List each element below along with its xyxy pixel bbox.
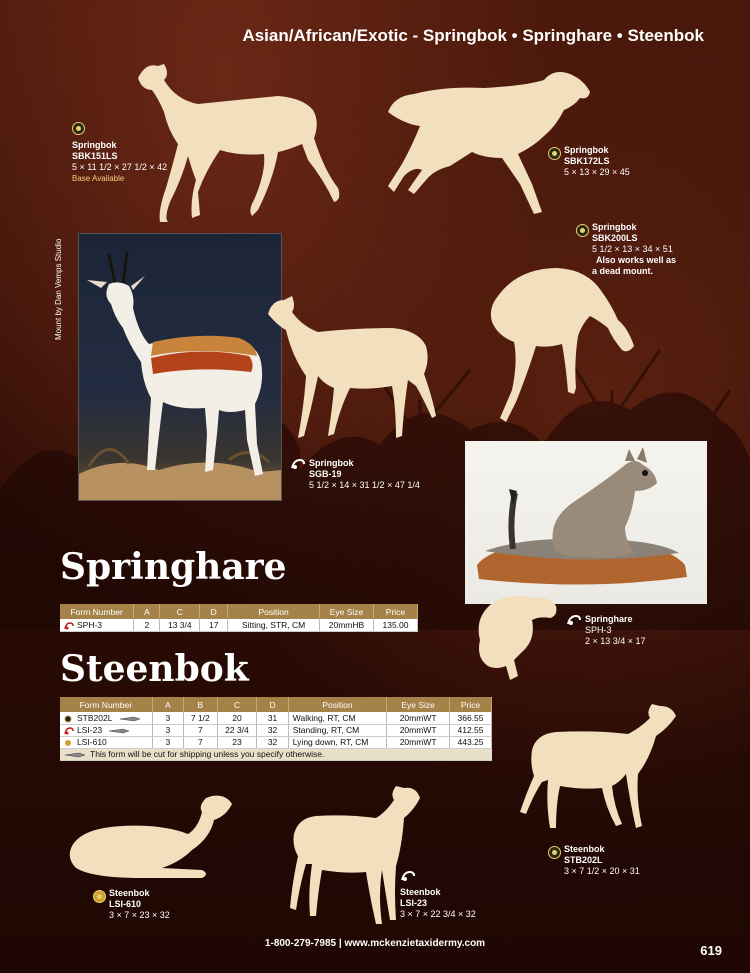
cell-form-number [60, 712, 152, 724]
springbok-sbk172ls-form [384, 66, 596, 216]
cell: 7 [184, 724, 218, 736]
label-note: Also works well as [596, 255, 677, 265]
knife-cut-icon [64, 752, 86, 758]
cell-form-number [60, 619, 134, 631]
springhare-sph3-form [470, 590, 560, 682]
cell: 32 [257, 724, 288, 736]
label-name: Steenbok [400, 887, 441, 897]
col-header: Position [288, 697, 386, 712]
cell-form-number [60, 724, 152, 736]
steenbok-spec-table [60, 697, 492, 761]
label-sgb19 [290, 458, 420, 491]
springbok-mount-photo [78, 233, 282, 501]
gold-form-badge-icon [576, 224, 589, 237]
cell: Standing, RT, CM [288, 724, 386, 736]
col-header: Price [450, 697, 492, 712]
footer-separator: | [336, 938, 345, 949]
gold-form-badge-icon [548, 147, 561, 160]
col-header: A [152, 697, 183, 712]
hand-sculpt-icon [566, 614, 582, 626]
label-code: SBK200LS [592, 233, 638, 243]
label-dims: 5 1/2 × 13 × 34 × 51 [592, 244, 673, 254]
label-code: SBK172LS [564, 156, 610, 166]
cell: 20mmWT [387, 712, 450, 724]
label-note: Base Available [72, 174, 125, 183]
label-sbk151ls [72, 122, 167, 184]
website-link[interactable]: www.mckenzietaxidermy.com [344, 938, 486, 949]
cell-text: LSI-23 [77, 725, 103, 735]
page-number: 619 [700, 943, 722, 958]
label-dims: 5 1/2 × 14 × 31 1/2 × 47 1/4 [309, 480, 420, 490]
label-name: Springbok [592, 222, 637, 232]
table-row [60, 619, 418, 631]
springhare-spec-table [60, 604, 418, 632]
label-dims: 2 × 13 3/4 × 17 [585, 636, 646, 646]
cell: 20 [217, 712, 257, 724]
gold-form-badge-icon [72, 122, 85, 135]
label-sbk172ls [548, 145, 630, 178]
gold-form-badge-icon [64, 715, 74, 723]
cell: 366.55 [450, 712, 492, 724]
cell: 20mmHB [320, 619, 374, 631]
label-lsi610 [93, 888, 170, 921]
cell: 2 [134, 619, 160, 631]
label-dims: 3 × 7 1/2 × 20 × 31 [564, 866, 640, 876]
hand-sculpt-icon [64, 727, 74, 735]
col-header: Form Number [60, 697, 152, 712]
phone-number: 1-800-279-7985 [264, 938, 337, 949]
col-header: Position [228, 604, 320, 619]
label-name: Steenbok [564, 844, 605, 854]
cell: 22 3/4 [217, 724, 257, 736]
table-row [60, 712, 492, 724]
cell: Sitting, STR, CM [228, 619, 320, 631]
label-dims: 5 × 11 1/2 × 27 1/2 × 42 [72, 162, 168, 172]
cell: 20mmWT [387, 736, 450, 748]
cell: 3 [152, 712, 183, 724]
col-header: B [184, 697, 218, 712]
knife-cut-icon [108, 728, 130, 734]
col-header: Form Number [60, 604, 134, 619]
cell: 3 [152, 736, 183, 748]
label-note: a dead mount. [592, 266, 654, 276]
col-header: C [217, 697, 257, 712]
steenbok-section-title: Steenbok [60, 648, 249, 690]
label-name: Steenbok [109, 888, 150, 898]
label-dims: 3 × 7 × 23 × 32 [109, 910, 170, 920]
cell: 31 [257, 712, 288, 724]
label-dims: 3 × 7 × 22 3/4 × 32 [400, 909, 476, 919]
col-header: A [134, 604, 160, 619]
gold-form-badge-icon [548, 846, 561, 859]
page-footer [0, 938, 750, 949]
table-header-row [60, 604, 418, 619]
springbok-sbk200ls-form [478, 262, 636, 424]
col-header: Eye Size [387, 697, 450, 712]
cell: 7 1/2 [184, 712, 218, 724]
label-code: LSI-610 [109, 899, 142, 909]
cell: 32 [257, 736, 288, 748]
cell: Lying down, RT, CM [288, 736, 386, 748]
cell: 3 [152, 724, 183, 736]
label-name: Springbok [309, 458, 354, 468]
label-name: Springbok [564, 145, 609, 155]
gold-form-badge-icon [64, 739, 74, 747]
hand-sculpt-icon [400, 870, 416, 882]
label-code: STB202L [564, 855, 603, 865]
cell: 412.55 [450, 724, 492, 736]
label-code: LSI-23 [400, 898, 428, 908]
note-text: This form will be cut for shipping unless you specify otherwise. [90, 749, 325, 759]
label-stb202l [548, 844, 640, 877]
photo-credit: Mount by Dan Vemps Studio [54, 238, 63, 340]
cell-text: STB202L [77, 712, 113, 723]
springbok-mount-illustration [79, 234, 282, 501]
label-lsi23 [400, 870, 476, 920]
cell: 17 [200, 619, 228, 631]
hand-sculpt-icon [290, 458, 306, 470]
label-name: Springhare [585, 614, 633, 624]
springhare-mount-illustration [465, 441, 707, 604]
springbok-sgb19-form [262, 296, 440, 446]
cell: 23 [217, 736, 257, 748]
table-row [60, 736, 492, 748]
cell-text: SPH-3 [77, 619, 103, 630]
cell: 13 3/4 [160, 619, 200, 631]
cell: 443.25 [450, 736, 492, 748]
knife-cut-icon [119, 716, 141, 722]
cell: 135.00 [373, 619, 417, 631]
col-header: Eye Size [320, 604, 374, 619]
col-header: C [160, 604, 200, 619]
gold-form-badge-icon [93, 890, 106, 903]
col-header: D [200, 604, 228, 619]
label-sph3 [566, 614, 646, 647]
cell-text: LSI-610 [77, 737, 107, 747]
hand-sculpt-icon [64, 622, 74, 630]
label-name: Springbok [72, 140, 117, 150]
label-code: SGB-19 [309, 469, 342, 479]
cell: Walking, RT, CM [288, 712, 386, 724]
table-note [60, 748, 492, 760]
label-code: SPH-3 [585, 625, 612, 635]
cell: 7 [184, 736, 218, 748]
steenbok-lsi610-form [62, 794, 238, 882]
springhare-section-title: Springhare [60, 546, 287, 588]
cell-form-number [60, 736, 152, 748]
col-header: Price [373, 604, 417, 619]
springhare-mount-photo [465, 441, 707, 604]
table-note-row [60, 748, 492, 760]
label-dims: 5 × 13 × 29 × 45 [564, 167, 630, 177]
page-header-title: Asian/African/Exotic - Springbok • Springhare • Steenbok [242, 26, 704, 45]
steenbok-stb202l-form [516, 704, 678, 834]
cell: 20mmWT [387, 724, 450, 736]
table-row [60, 724, 492, 736]
table-header-row [60, 697, 492, 712]
col-header: D [257, 697, 288, 712]
label-code: SBK151LS [72, 151, 118, 161]
